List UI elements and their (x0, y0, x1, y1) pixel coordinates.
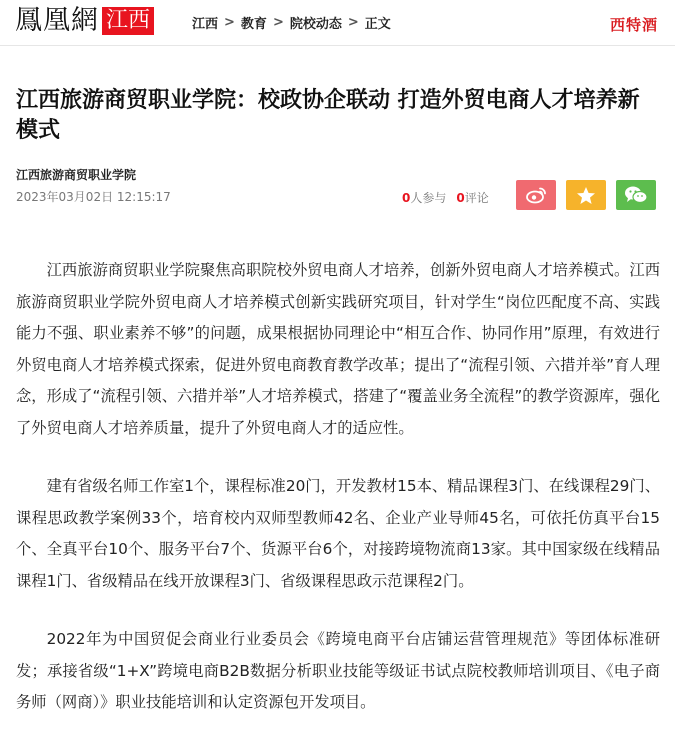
top-bar (0, 0, 675, 46)
favorite-button[interactable] (566, 180, 606, 210)
comments-count: 0 (456, 191, 465, 205)
share-wechat-button[interactable] (616, 180, 656, 210)
breadcrumb-separator: > (224, 15, 235, 30)
comments-label[interactable]: 评论 (464, 191, 489, 205)
breadcrumb-item-current: 正文 (364, 17, 391, 32)
logo-text: 鳳凰網 (15, 5, 99, 36)
breadcrumb (192, 13, 391, 32)
article-source[interactable]: 江西旅游商贸职业学院 (16, 168, 137, 182)
breadcrumb-item-college-news[interactable]: 院校动态 (289, 17, 342, 32)
breadcrumb-separator: > (347, 15, 359, 30)
weibo-icon (525, 186, 547, 204)
site-logo[interactable] (15, 5, 154, 37)
breadcrumb-item-education[interactable]: 教育 (240, 17, 267, 32)
breadcrumb-separator: > (272, 15, 284, 30)
article-paragraph: 江西旅游商贸职业学院聚焦高职院校外贸电商人才培养，创新外贸电商人才培养模式。江西旅游商贸职业学院外贸电商人才培养模式创新实践研究项目，针对学生“岗位匹配度不高、实践能力不强、职业素养不够”的问题，成果根据协同理论中“相互合作、协同作用”原理，有效进行外贸电商人才培养模式探索，促进外贸电商教育教学改革；提出了“流程引领、六措并举”育人理念，形成了“流程引领、六措并举”人才培养模式，搭建了“覆盖业务全流程”的教学资源库，强化了外贸电商人才培养质量，提升了外贸电商人才的适应性。 (16, 261, 660, 437)
wechat-icon (624, 185, 648, 205)
article-body (16, 255, 660, 746)
logo-region-badge: 江西 (102, 7, 154, 35)
article-paragraph: 2022年为中国贸促会商业行业委员会《跨境电商平台店铺运营管理规范》等团体标准研发；承接省级“1+X”跨境电商B2B数据分析职业技能等级证书试点院校教师培训项目、《电子商务师（网商）》职业技能培训和认定资源包开发项目。 (16, 630, 660, 711)
article-datetime: 2023年03月02日 12:15:17 (16, 190, 171, 204)
engagement-counts (402, 189, 489, 206)
breadcrumb-item-jiangxi[interactable]: 江西 (192, 17, 219, 32)
article-title: 江西旅游商贸职业学院：校政协企联动 打造外贸电商人才培养新模式 (16, 88, 640, 143)
article-paragraph: 建有省级名师工作室1个，课程标准20门，开发教材15本、精品课程3门、在线课程29门、课程思政教学案例33个，培育校内双师型教师42名、企业产业导师45名，可依托仿真平台15个、全真平台10个、服务平台7个、货源平台6个，对接跨境物流商13家。其中国家级在线精品课程1门、省级精品在线开放课程3门、省级课程思政示范课程2门。 (16, 477, 660, 590)
participants-label[interactable]: 人参与 (410, 191, 447, 205)
brand-ad-logo[interactable]: 西特酒 (609, 16, 658, 34)
participants-count: 0 (402, 191, 411, 205)
star-icon (576, 186, 596, 205)
share-weibo-button[interactable] (516, 180, 556, 210)
